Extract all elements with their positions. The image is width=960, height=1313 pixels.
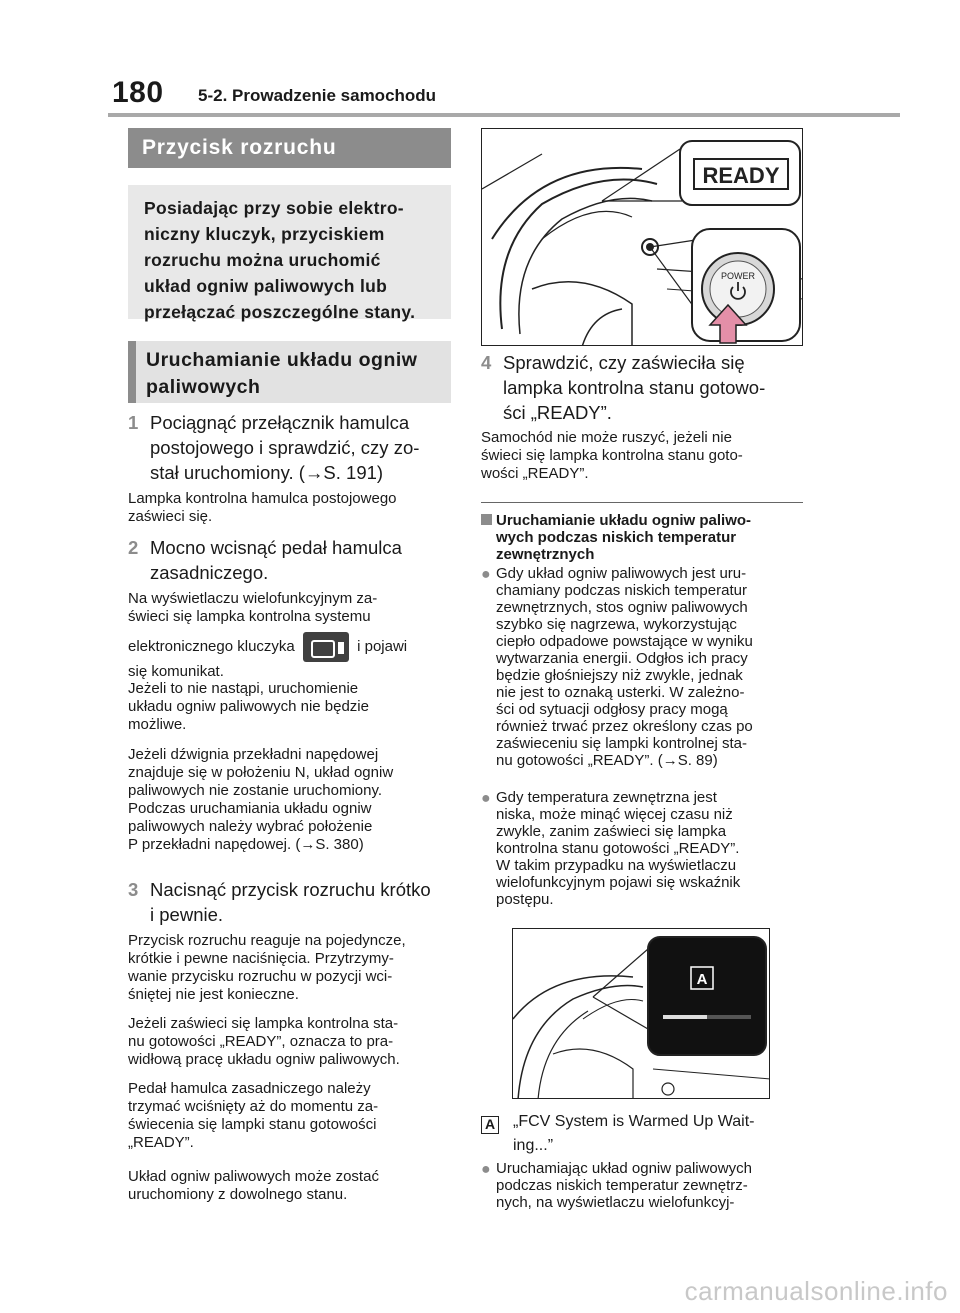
step-1-note (128, 490, 458, 526)
note-line: wości „READY”. (481, 465, 589, 482)
step-line: zasadniczego. (150, 562, 269, 583)
bullet-line: W takim przypadku na wyświetlaczu (496, 857, 737, 874)
note-text: i pojawi (357, 637, 408, 655)
section-title: Przycisk rozruchu (128, 128, 451, 168)
note-line: krótkie i pewne naciśnięcia. Przytrzymy- (128, 950, 394, 967)
note-line: paliwowych nie zostanie uruchomiony. (128, 782, 383, 799)
note-line: Na wyświetlaczu wielofunkcyjnym za- (128, 590, 378, 607)
bullet-line: zwykle, zanim zaświeci się lampka (496, 823, 727, 840)
bullet-line: podczas niskich temperatur zewnętrz- (496, 1177, 748, 1194)
note-line: Jeżeli to nie nastąpi, uruchomienie (128, 680, 359, 697)
warmup-progress-bar (663, 1015, 707, 1019)
bullet-line: zewnętrznych, stos ogniw paliwowych (496, 599, 748, 616)
subsection-title-line: paliwowych (146, 376, 261, 398)
heading-line: zewnętrznych (496, 546, 595, 563)
intro-line: rozruchu można uruchomić (144, 250, 381, 270)
note-line: układu ogniw paliwowych nie będzie (128, 698, 369, 715)
step-2 (128, 535, 458, 585)
page-number: 180 (112, 76, 164, 109)
note-line: świecenia się lampki stanu gotowości (128, 1116, 377, 1133)
bullet-line: niska, może minąć więcej czasu niż (496, 806, 733, 823)
step-3 (128, 877, 458, 927)
note-line: świeci się lampka kontrolna systemu (128, 608, 371, 625)
step-line: ści „READY”. (503, 402, 612, 423)
step-2-note-b (128, 632, 458, 682)
intro-line: przełączać poszczególne stany. (144, 302, 416, 322)
note-line: widłową pracę układu ogniw paliwowych. (128, 1051, 400, 1068)
divider (481, 502, 803, 503)
power-button-label: POWER (720, 271, 756, 281)
step-1 (128, 410, 458, 485)
electronic-key-icon (303, 632, 349, 662)
step-3-note-d (128, 1168, 458, 1204)
step-4-note (481, 429, 811, 483)
bullet-line: postępu. (496, 891, 554, 908)
intro-line: Posiadając przy sobie elektro- (144, 198, 404, 218)
bullet-line: szybko się nagrzewa, wykorzystując (496, 616, 737, 633)
warmup-illustration (513, 929, 770, 1099)
bullet-icon: ● (481, 790, 491, 807)
note-line: P przekładni napędowej. (→S. 380) (128, 836, 364, 853)
step-number: 2 (128, 537, 139, 558)
note-line: uruchomiony z dowolnego stanu. (128, 1186, 348, 1203)
step-4 (481, 350, 811, 425)
step-2-note-d (128, 746, 458, 854)
note-line: możliwe. (128, 716, 187, 733)
note-line: się komunikat. (128, 663, 224, 680)
step-line: lampka kontrolna stanu gotowo- (503, 377, 766, 398)
step-line: Pociągnąć przełącznik hamulca (150, 412, 410, 433)
step-line: Sprawdzić, czy zaświeciła się (503, 352, 745, 373)
chapter-title: 5-2. Prowadzenie samochodu (198, 86, 437, 105)
dashboard-illustration (482, 129, 803, 346)
note-line: Lampka kontrolna hamulca postojowego (128, 490, 397, 507)
bullet-3 (481, 1160, 811, 1211)
step-number: 4 (481, 352, 492, 373)
note-line: zaświeci się. (128, 508, 213, 525)
step-2-note-c (128, 680, 458, 734)
subsection-title-line: Uruchamianie układu ogniw (146, 349, 418, 371)
header-rule (108, 113, 900, 117)
figure-warmup-display (512, 928, 770, 1099)
note-line: Jeżeli zaświeci się lampka kontrolna sta- (128, 1015, 399, 1032)
square-bullet-icon (481, 514, 492, 525)
bullet-line: chamiany podczas niskich temperatur (496, 582, 747, 599)
bullet-1 (481, 565, 811, 769)
note-line: świeci się lampka kontrolna stanu goto- (481, 447, 743, 464)
step-line: Nacisnąć przycisk rozruchu krótko (150, 879, 431, 900)
note-line: Samochód nie może ruszyć, jeżeli nie (481, 429, 732, 446)
note-line: znajduje się w położeniu N, układ ogniw (128, 764, 394, 781)
bullet-line: nie jest to oznaką usterki. W zależno- (496, 684, 745, 701)
bullet-2 (481, 789, 811, 908)
display-label-a: A (696, 971, 708, 988)
note-line: „READY”. (128, 1134, 194, 1151)
figure-ready-power (481, 128, 803, 346)
note-line: paliwowych należy wybrać położenie (128, 818, 373, 835)
bullet-line: Uruchamiając układ ogniw paliwowych (496, 1160, 752, 1177)
step-number: 1 (128, 412, 139, 433)
note-line: wanie przycisku rozruchu w pozycji wci- (128, 968, 393, 985)
intro-box (128, 185, 451, 322)
note-line: trzymać wciśnięty aż do momentu za- (128, 1098, 379, 1115)
note-line: Jeżeli dźwignia przekładni napędowej (128, 746, 379, 763)
step-line: stał uruchomiony. (→S. 191) (150, 462, 384, 483)
step-2-note-a (128, 590, 458, 626)
step-3-note-c (128, 1080, 458, 1152)
step-line: i pewnie. (150, 904, 224, 925)
caption-line: ing...” (513, 1137, 554, 1154)
note-line: nu gotowości „READY”, oznacza to pra- (128, 1033, 394, 1050)
intro-line: niczny kluczyk, przyciskiem (144, 224, 385, 244)
heading-line: Uruchamianie układu ogniw paliwo- (496, 512, 752, 529)
ready-indicator-label: READY (702, 163, 780, 188)
low-temp-heading (481, 512, 811, 563)
caption-label-a: A (481, 1116, 499, 1134)
bullet-line: Gdy układ ogniw paliwowych jest uru- (496, 565, 747, 582)
bullet-line: ciepło odpadowe powstające w wyniku (496, 633, 753, 650)
heading-line: wych podczas niskich temperatur (496, 529, 737, 546)
note-line: Przycisk rozruchu reaguje na pojedyncze, (128, 932, 406, 949)
bullet-line: wytwarzania energii. Odgłos ich pracy (496, 650, 748, 667)
figure-caption (481, 1110, 811, 1158)
subsection-title (128, 341, 451, 403)
bullet-icon: ● (481, 566, 491, 583)
step-3-note-a (128, 932, 458, 1004)
bullet-line: nych, na wyświetlaczu wielofunkcyj- (496, 1194, 735, 1211)
bullet-line: również trwać przez określony czas po (496, 718, 753, 735)
intro-line: układ ogniw paliwowych lub (144, 276, 388, 296)
bullet-line: kontrolna stanu gotowości „READY”. (496, 840, 740, 857)
caption-line: „FCV System is Warmed Up Wait- (513, 1113, 755, 1130)
bullet-line: wielofunkcyjnym pojawi się wskaźnik (496, 874, 741, 891)
note-line: śniętej nie jest konieczne. (128, 986, 299, 1003)
note-text: elektronicznego kluczyka (128, 637, 295, 655)
bullet-line: ści od sytuacji odgłosy pracy mogą (496, 701, 728, 718)
step-line: postojowego i sprawdzić, czy zo- (150, 437, 420, 458)
note-line: Podczas uruchamiania układu ogniw (128, 800, 372, 817)
step-number: 3 (128, 879, 139, 900)
step-line: Mocno wcisnąć pedał hamulca (150, 537, 402, 558)
bullet-icon: ● (481, 1161, 491, 1178)
bullet-line: nu gotowości „READY”. (→S. 89) (496, 752, 718, 769)
note-line: Pedał hamulca zasadniczego należy (128, 1080, 371, 1097)
step-3-note-b (128, 1015, 458, 1069)
watermark: carmanualsonline.info (684, 1276, 948, 1306)
note-line: Układ ogniw paliwowych może zostać (128, 1168, 379, 1185)
bullet-line: będzie głośniejszy niż zwykle, jednak (496, 667, 743, 684)
bullet-line: Gdy temperatura zewnętrzna jest (496, 789, 717, 806)
bullet-line: zaświeceniu się lampki kontrolnej sta- (496, 735, 747, 752)
